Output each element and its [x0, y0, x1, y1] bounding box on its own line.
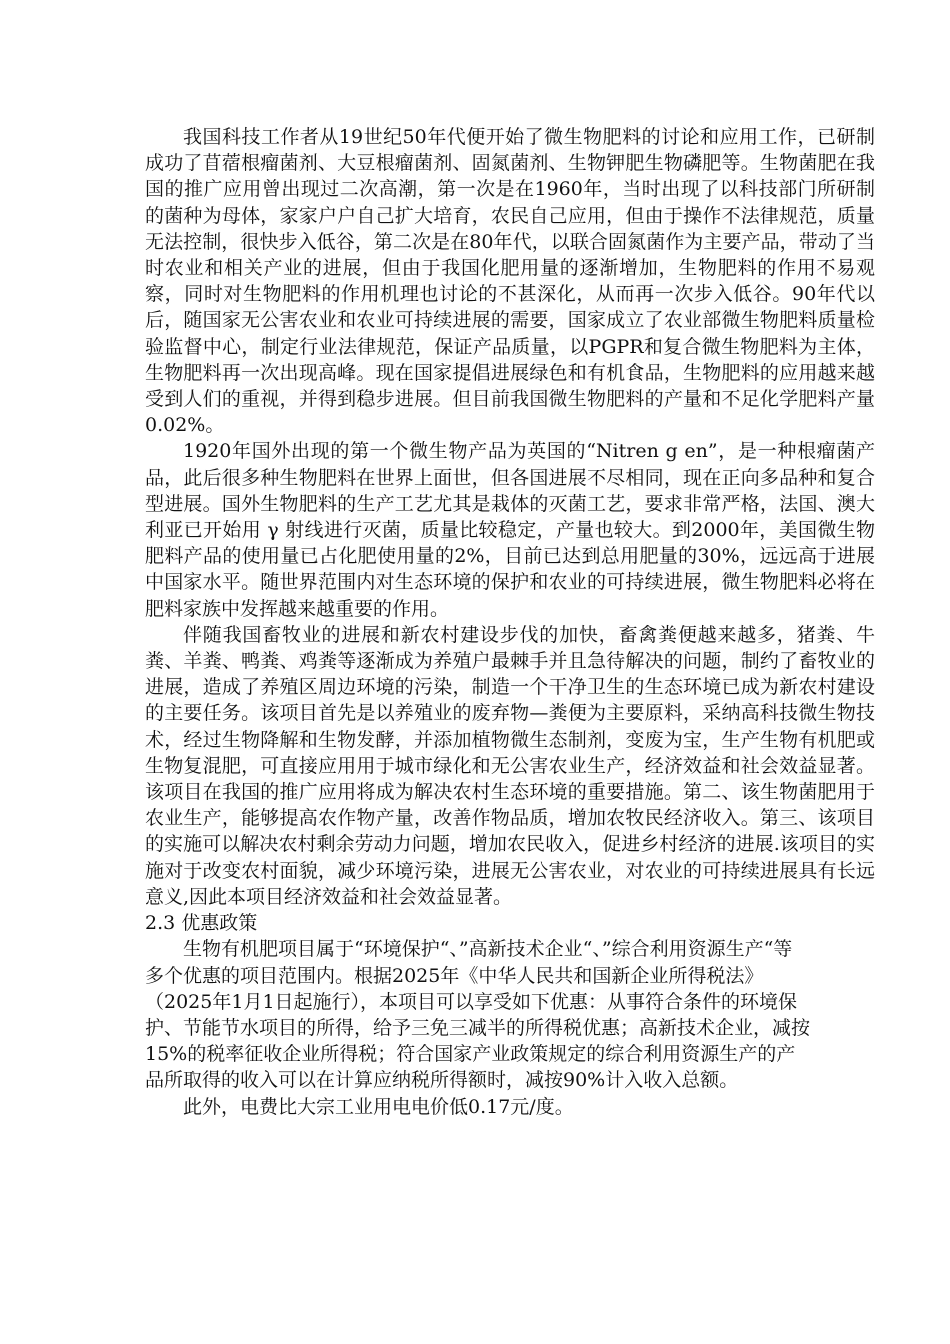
- paragraph-electricity-price: 此外，电费比大宗工业用电电价低0.17元/度。: [183, 1095, 574, 1118]
- section-heading: 2.3 优惠政策: [145, 912, 258, 935]
- document-page: [145, 124, 875, 1120]
- paragraph-project-significance: 伴随我国畜牧业的进展和新农村建设步伐的加快，畜禽粪便越来越多，猪粪、牛粪、羊粪、鸭粪、鸡粪等逐渐成为养殖户最棘手并且急待解决的问题，制约了畜牧业的进展，造成了养殖区周边环境的污染，制造一个干净卫生的生态环境已成为新农村建设的主要任务。该项目首先是以养殖业的废弃物—粪便为主要原料，采纳高科技微生物技术，经过生物降解和生物发酵，并添加植物微生态制剂，变废为宝，生产生物有机肥或生物复混肥，可直接应用用于城市绿化和无公害农业生产，经济效益和社会效益显著。该项目在我国的推广应用将成为解决农村生态环境的重要措施。第二、该生物菌肥用于农业生产，能够提高农作物产量，改善作物品质，增加农牧民经济收入。第三、该项目的实施可以解决农村剩余劳动力问题，增加农民收入，促进乡村经济的进展.该项目的实施对于改变农村面貌，减少环境污染，进展无公害农业，对农业的可持续进展具有长远意义,因此本项目经济效益和社会效益显著。: [145, 623, 875, 908]
- paragraph-tax-policy: 生物有机肥项目属于“环境保护“、”高新技术企业“、”综合利用资源生产“等多个优惠的项目范围内。根据2025年《中华人民共和国新企业所得税法》（2025年1月1日起施行），本项目可以享受如下优惠：从事符合条件的环境保护、节能节水项目的所得，给予三免三减半的所得税优惠；高新技术企业，减按15%的税率征收企业所得税；符合国家产业政策规定的综合利用资源生产的产品所取得的收入可以在计算应纳税所得额时，减按90%计入收入总额。: [145, 938, 811, 1092]
- paragraph-microbial-fertilizer-history: 我国科技工作者从19世纪50年代便开始了微生物肥料的讨论和应用工作，已研制成功了苜蓿根瘤菌剂、大豆根瘤菌剂、固氮菌剂、生物钾肥生物磷肥等。生物菌肥在我国的推广应用曾出现过二次高潮，第一次是在1960年，当时出现了以科技部门所研制的菌种为母体，家家户户自己扩大培育，农民自己应用，但由于操作不法律规范，质量无法控制，很快步入低谷，第二次是在80年代，以联合固氮菌作为主要产品，带动了当时农业和相关产业的进展，但由于我国化肥用量的逐渐增加，生物肥料的作用不易观察，同时对生物肥料的作用机理也讨论的不甚深化，从而再一次步入低谷。90年代以后，随国家无公害农业和农业可持续进展的需要，国家成立了农业部微生物肥料质量检验监督中心，制定行业法律规范，保证产品质量，以PGPR和复合微生物肥料为主体，生物肥料再一次出现高峰。现在国家提倡进展绿色和有机食品，生物肥料的应用越来越受到人们的重视，并得到稳步进展。但目前我国微生物肥料的产量和不足化学肥料产量0.02%。: [145, 126, 875, 437]
- paragraph-foreign-development: 1920年国外出现的第一个微生物产品为英国的“Nitren g en”，是一种根瘤菌产品，此后很多种生物肥料在世界上面世，但各国进展不尽相同，现在正向多品种和复合型进展。国外生物肥料的生产工艺尤其是栽体的灭菌工艺，要求非常严格，法国、澳大利亚已开始用 γ 射线进行灭菌，质量比较稳定，产量也较大。到2000年，美国微生物肥料产品的使用量已占化肥使用量的2%，目前已达到总用肥量的30%，远远高于进展中国家水平。随世界范围内对生态环境的保护和农业的可持续进展，微生物肥料必将在肥料家族中发挥越来越重要的作用。: [145, 440, 875, 620]
